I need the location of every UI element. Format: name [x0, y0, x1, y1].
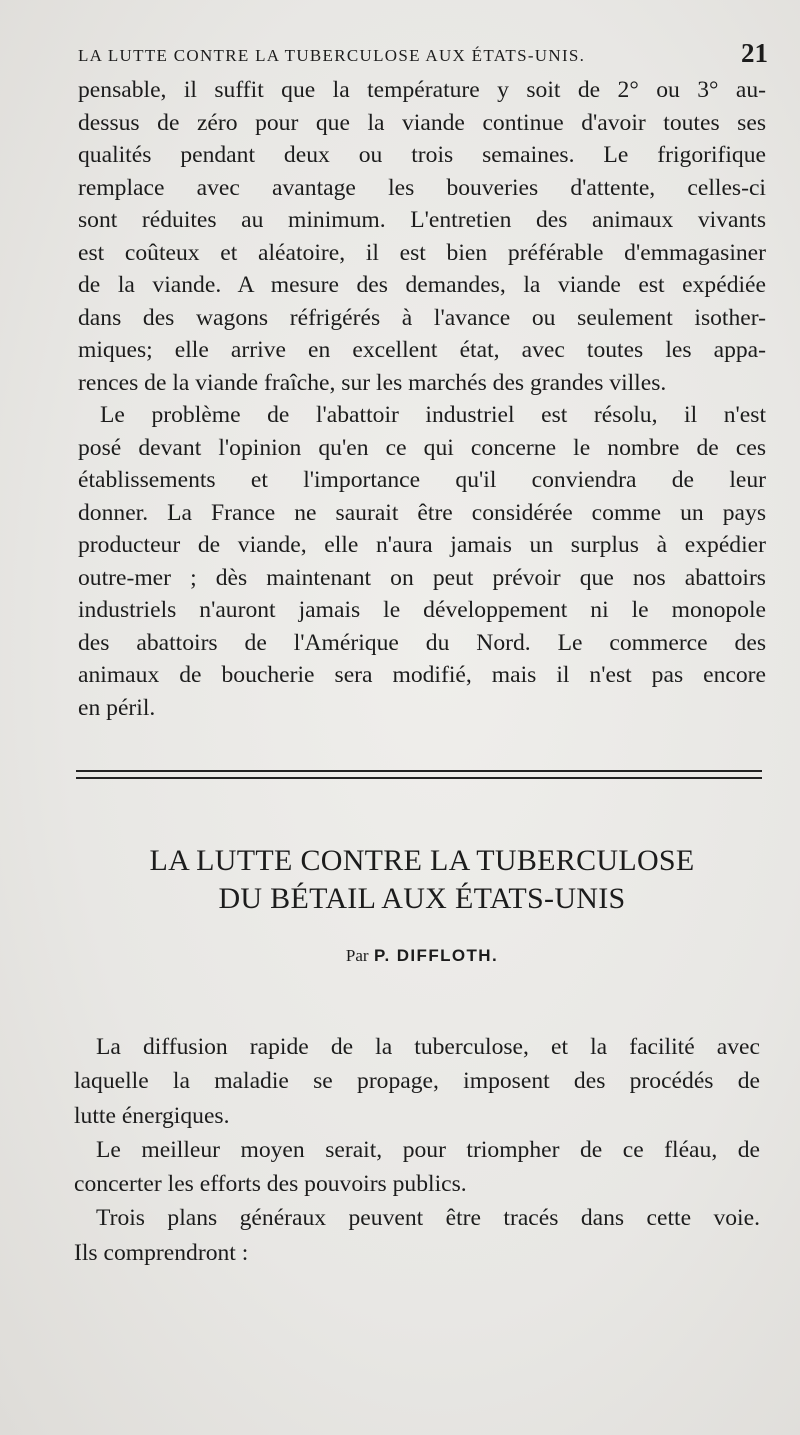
- previous-article-text: [78, 74, 766, 724]
- text-line: dessus de zéro pour que la viande continue d'avoir toutes ses: [78, 109, 766, 136]
- text-line: sont réduites au minimum. L'entretien des animaux vivants: [78, 207, 766, 233]
- text-line: des abattoirs de l'Amérique du Nord. Le commerce des: [78, 629, 766, 656]
- text-line: rences de la viande fraîche, sur les marchés des grandes villes.: [78, 369, 667, 396]
- text-line: est coûteux et aléatoire, il est bien préférable d'emmagasiner: [78, 239, 766, 266]
- author-name: P. DIFFLOTH.: [373, 946, 499, 965]
- text-line: animaux de boucherie sera modifié, mais il n'est pas encore: [78, 662, 766, 688]
- page-number: 21: [741, 38, 768, 68]
- running-title: LA LUTTE CONTRE LA TUBERCULOSE AUX ÉTATS-UNIS.: [78, 46, 586, 65]
- text-line: établissements et l'importance qu'il conviendra de leur: [78, 467, 766, 493]
- text-line: laquelle la maladie se propage, imposent des procédés de: [74, 1068, 760, 1095]
- divider-rule: [76, 777, 762, 779]
- section-divider: [76, 770, 762, 779]
- text-line: dans des wagons réfrigérés à l'avance ou seulement isother-: [78, 304, 766, 331]
- article-title: [78, 842, 766, 918]
- text-line: lutte énergiques.: [74, 1102, 230, 1129]
- article-title-line: DU BÉTAIL AUX ÉTATS-UNIS: [218, 882, 626, 915]
- text-line: outre-mer ; dès maintenant on peut prévoir que nos abattoirs: [78, 564, 766, 591]
- text-line: posé devant l'opinion qu'en ce qui concerne le nombre de ces: [78, 434, 766, 461]
- text-line: Le problème de l'abattoir industriel est résolu, il n'est: [100, 402, 766, 428]
- byline: [78, 946, 766, 966]
- text-line: Le meilleur moyen serait, pour triompher de ce fléau, de: [96, 1136, 760, 1163]
- text-line: pensable, il suffit que la température y soit de 2° ou 3° au-: [78, 77, 766, 103]
- text-line: de la viande. A mesure des demandes, la viande est expédiée: [78, 272, 766, 298]
- text-line: Ils comprendront :: [74, 1239, 249, 1266]
- text-line: industriels n'auront jamais le développement ni le monopole: [78, 597, 766, 623]
- text-line: en péril.: [78, 694, 156, 721]
- text-line: La diffusion rapide de la tuberculose, et la facilité avec: [96, 1034, 760, 1060]
- article-text: [74, 1030, 760, 1270]
- text-line: donner. La France ne saurait être considérée comme un pays: [78, 499, 766, 526]
- text-line: producteur de viande, elle n'aura jamais un surplus à expédier: [78, 532, 766, 558]
- running-head: [78, 38, 768, 68]
- text-line: miques; elle arrive en excellent état, avec toutes les appa-: [78, 337, 766, 363]
- text-line: remplace avec avantage les bouveries d'attente, celles-ci: [78, 174, 766, 201]
- text-line: qualités pendant deux ou trois semaines. Le frigorifique: [78, 142, 766, 168]
- text-line: concerter les efforts des pouvoirs publics.: [74, 1171, 467, 1198]
- byline-prefix: Par: [345, 946, 369, 965]
- divider-rule: [76, 770, 762, 772]
- text-line: Trois plans généraux peuvent être tracés dans cette voie.: [96, 1205, 760, 1232]
- article-title-line: LA LUTTE CONTRE LA TUBERCULOSE: [149, 844, 695, 877]
